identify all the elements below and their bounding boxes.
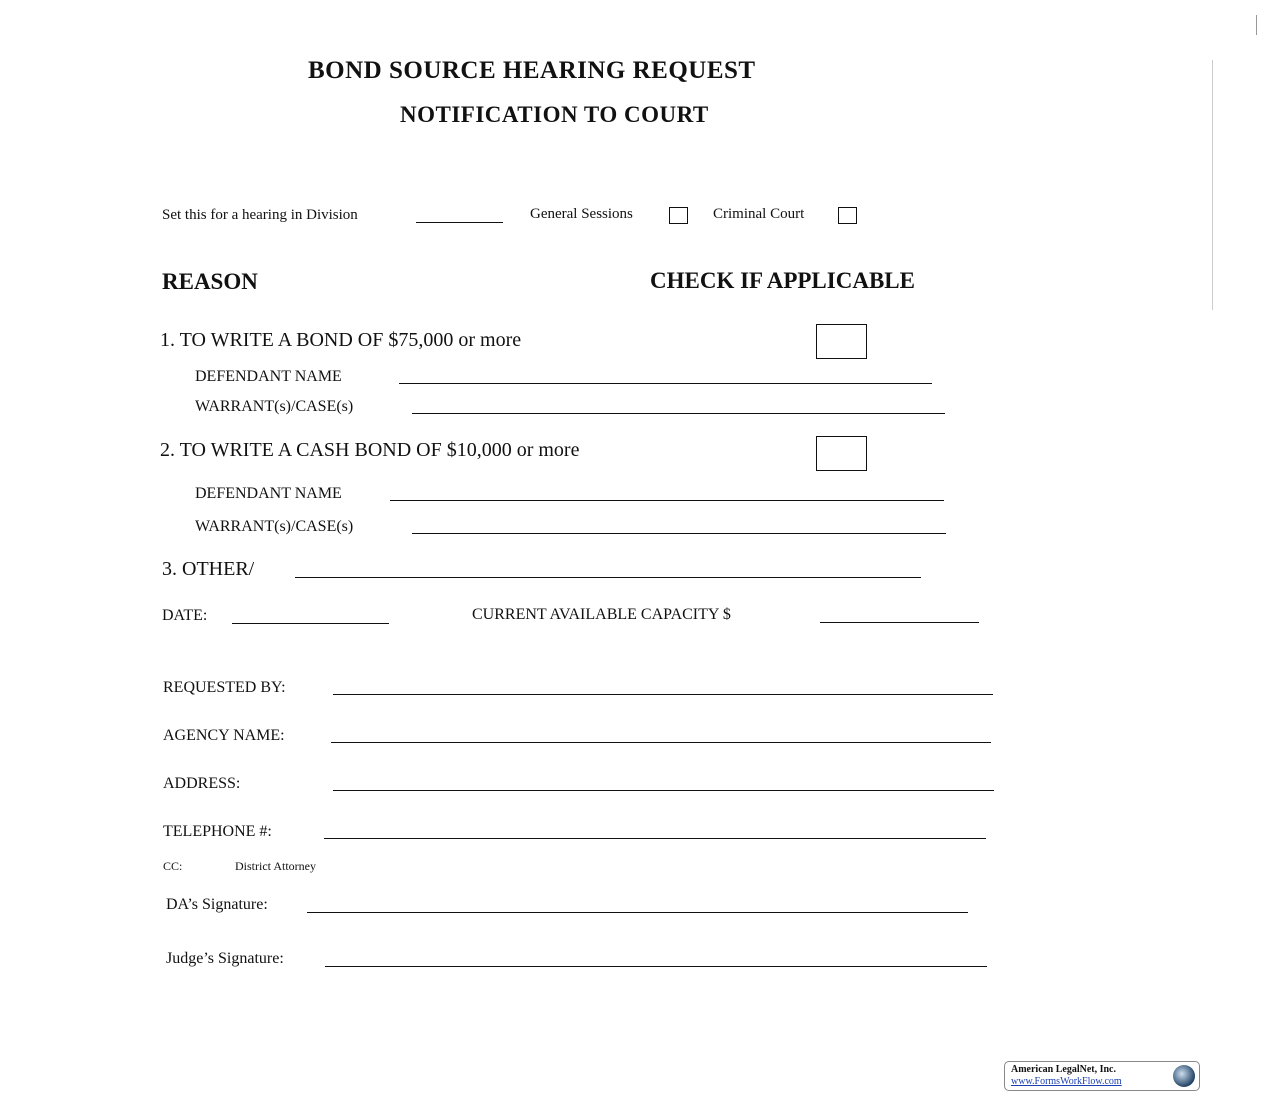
judge-signature-label: Judge’s Signature: [166, 950, 284, 967]
judge-signature-field[interactable] [325, 966, 987, 967]
telephone-field[interactable] [324, 838, 986, 839]
division-label: Set this for a hearing in Division [162, 207, 358, 223]
item-2-defendant-field[interactable] [390, 500, 944, 501]
check-heading: CHECK IF APPLICABLE [650, 268, 915, 293]
item-1-checkbox[interactable] [816, 324, 867, 359]
capacity-label: CURRENT AVAILABLE CAPACITY $ [472, 606, 731, 623]
american-legalnet-logo [1004, 1061, 1200, 1091]
date-label: DATE: [162, 607, 208, 624]
item-2-label: 2. TO WRITE A CASH BOND OF $10,000 or more [160, 439, 580, 461]
date-field[interactable] [232, 623, 389, 624]
item-1-defendant-label: DEFENDANT NAME [195, 368, 342, 385]
item-1-warrant-field[interactable] [412, 413, 945, 414]
logo-url-link[interactable]: www.FormsWorkFlow.com [1011, 1076, 1122, 1087]
criminal-court-label: Criminal Court [713, 206, 805, 222]
logo-name: American LegalNet, Inc. [1011, 1064, 1116, 1075]
item-1-warrant-label: WARRANT(s)/CASE(s) [195, 398, 354, 415]
address-label: ADDRESS: [163, 775, 241, 792]
item-1-defendant-field[interactable] [399, 383, 932, 384]
da-signature-label: DA’s Signature: [166, 896, 268, 913]
reason-heading: REASON [162, 269, 258, 294]
item-3-other-field[interactable] [295, 577, 921, 578]
da-signature-field[interactable] [307, 912, 968, 913]
telephone-label: TELEPHONE #: [163, 823, 272, 840]
agency-name-field[interactable] [331, 742, 991, 743]
globe-icon [1173, 1065, 1195, 1087]
item-2-checkbox[interactable] [816, 436, 867, 471]
agency-name-label: AGENCY NAME: [163, 727, 285, 744]
item-1-label: 1. TO WRITE A BOND OF $75,000 or more [160, 329, 522, 351]
division-field[interactable] [416, 222, 503, 223]
criminal-court-checkbox[interactable] [838, 207, 857, 224]
general-sessions-checkbox[interactable] [669, 207, 688, 224]
capacity-field[interactable] [820, 622, 979, 623]
general-sessions-label: General Sessions [530, 206, 633, 222]
form-subtitle: NOTIFICATION TO COURT [400, 102, 709, 127]
item-2-warrant-label: WARRANT(s)/CASE(s) [195, 518, 354, 535]
scan-edge-mark [1256, 15, 1257, 35]
item-2-warrant-field[interactable] [412, 533, 946, 534]
cc-recipient: District Attorney [235, 859, 316, 873]
address-field[interactable] [333, 790, 994, 791]
item-2-defendant-label: DEFENDANT NAME [195, 485, 342, 502]
cc-label: CC: [163, 859, 183, 873]
form-title: BOND SOURCE HEARING REQUEST [308, 57, 756, 84]
requested-by-label: REQUESTED BY: [163, 679, 286, 696]
requested-by-field[interactable] [333, 694, 993, 695]
item-3-label: 3. OTHER/ [162, 558, 255, 580]
scan-edge-mark [1212, 60, 1213, 310]
